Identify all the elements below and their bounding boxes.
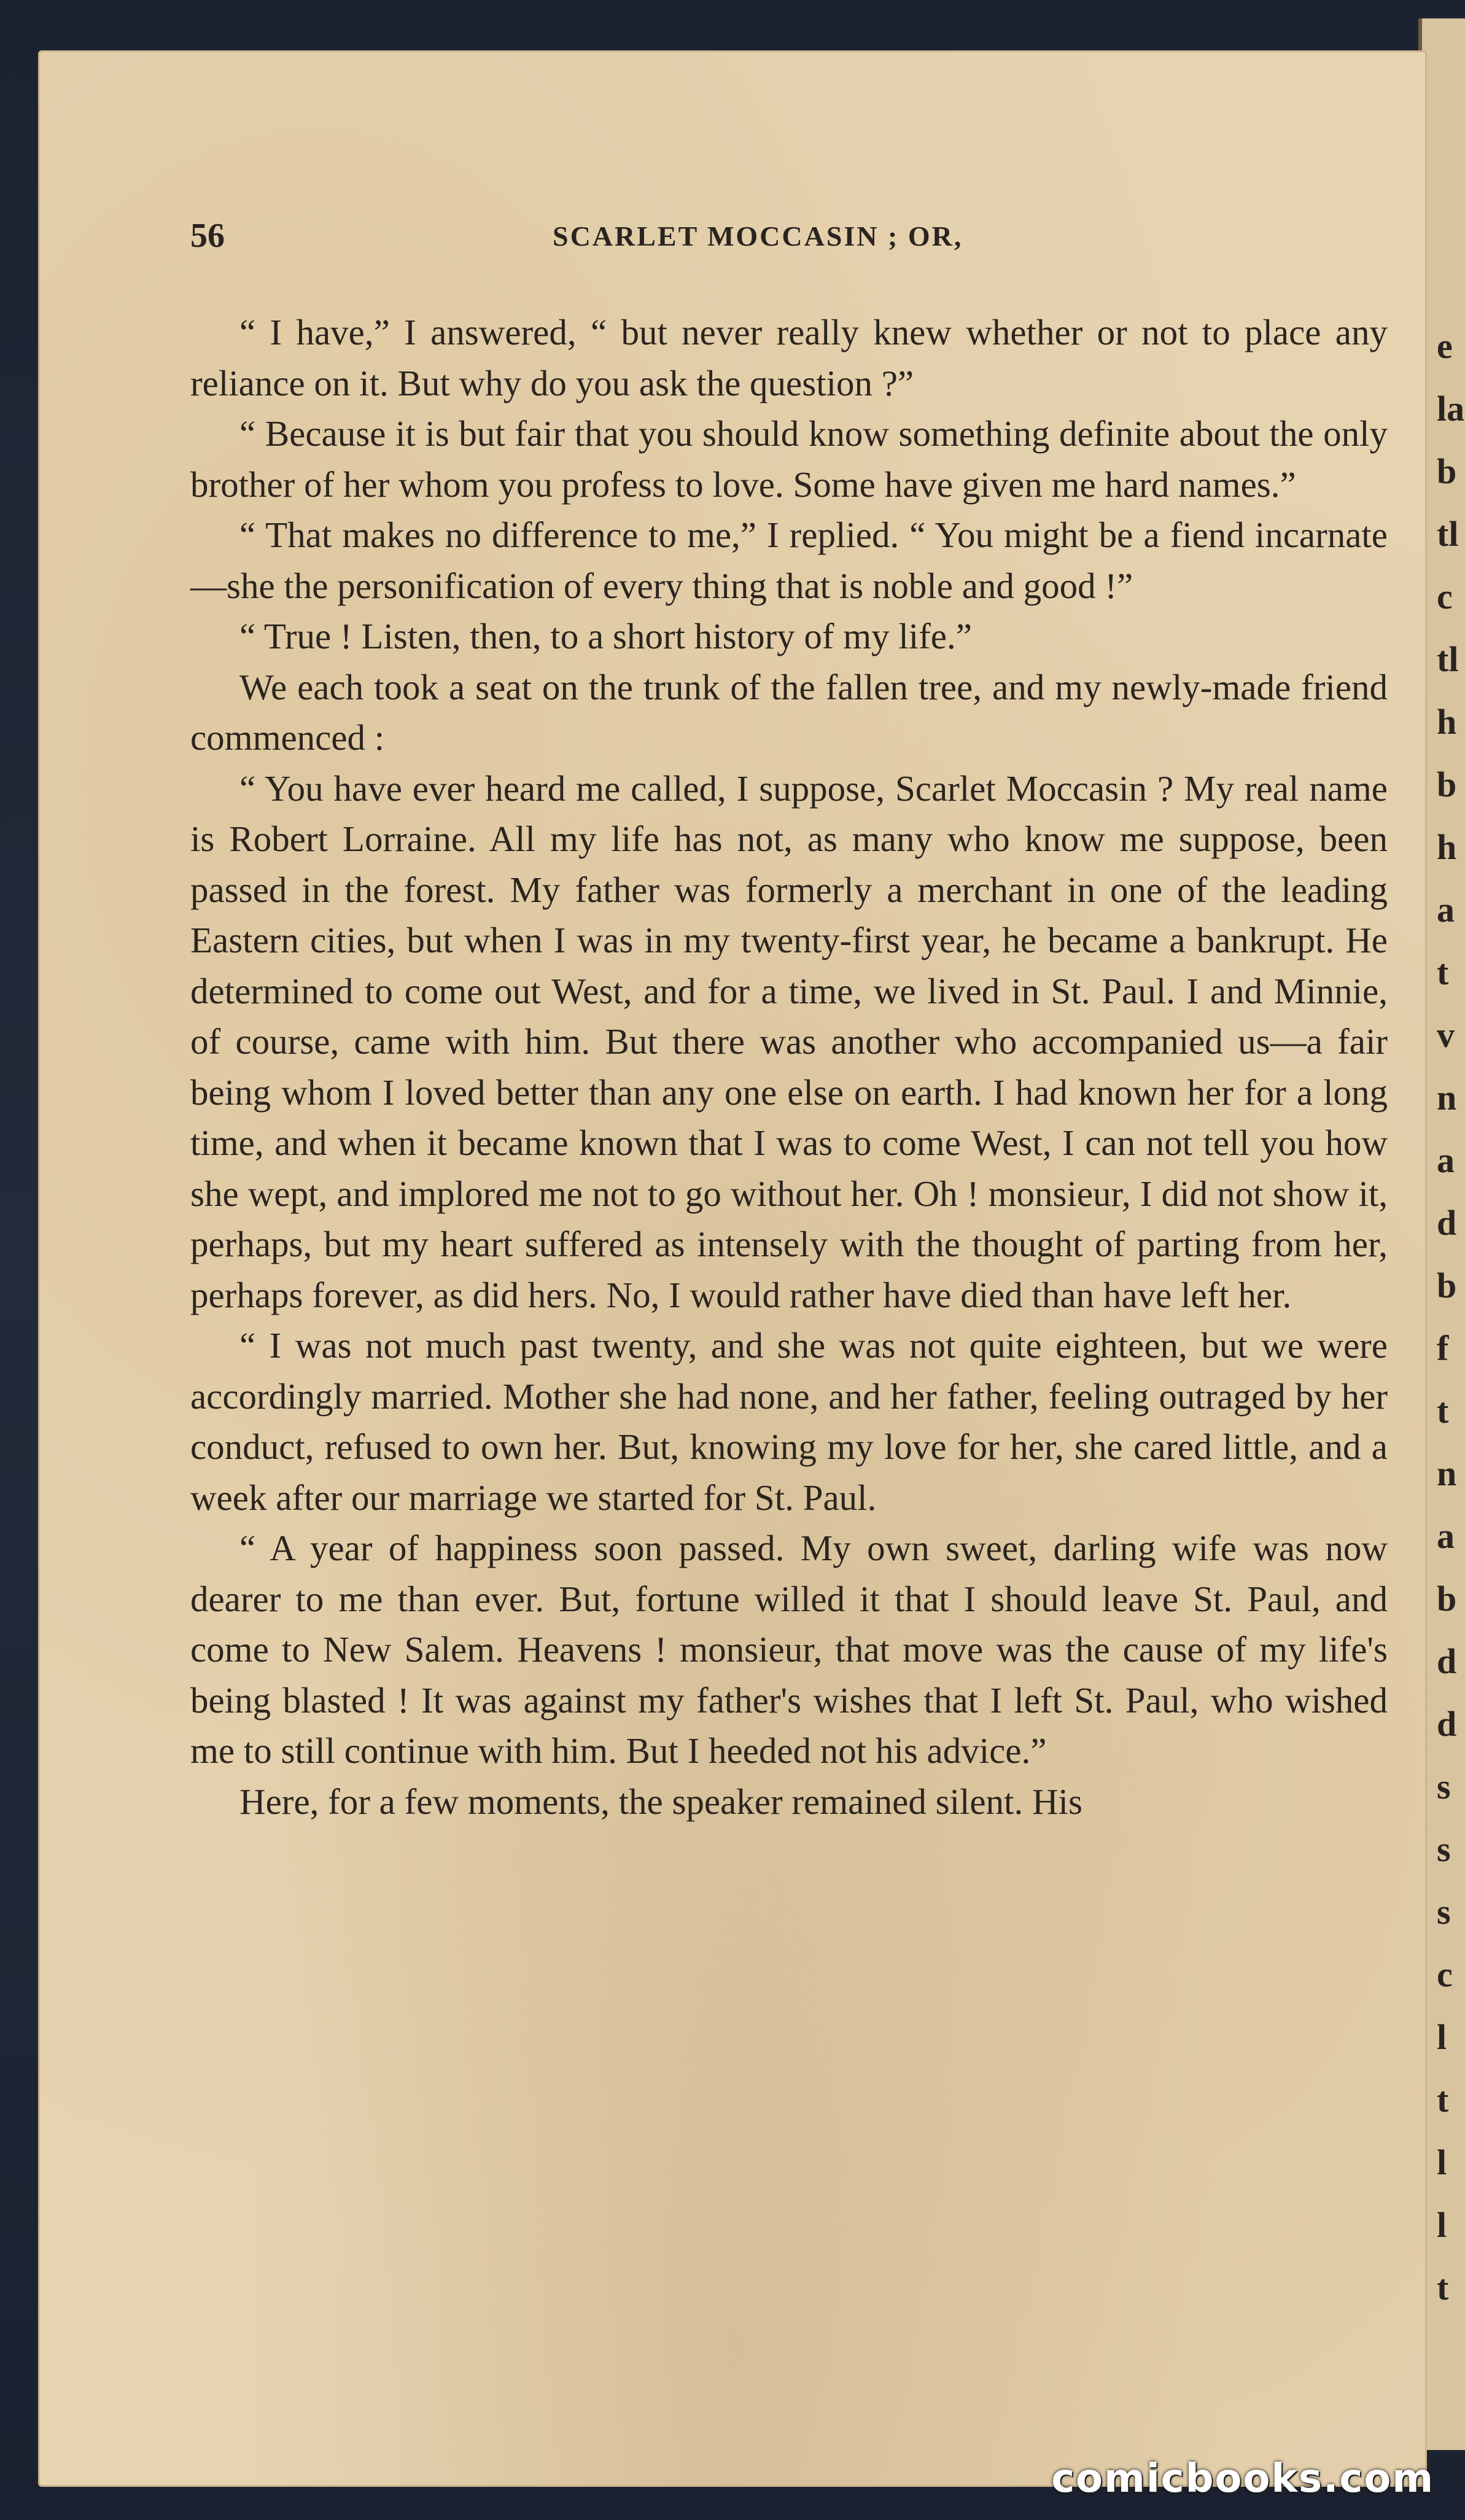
paragraph: We each took a seat on the trunk of the fallen tree, and my newly-made friend commenced : bbox=[190, 666, 1388, 758]
adjacent-page-fragment: t bbox=[1437, 2268, 1449, 2308]
paragraph: “ I was not much past twenty, and she was not quite eighteen, but we were accordingly married. Mother she had none, and her father, feeling outraged by her conduct, refused to own her. But, knowing my love for her, she cared little, and a week after our marriage we started for St. Paul. bbox=[190, 1325, 1388, 1518]
paragraph: “ A year of happiness soon passed. My own sweet, darling wife was now dearer to me than ever. But, fortune willed it that I should leave St. Paul, and come to New Salem. Heavens ! monsieur, that move was the cause of my life's being blasted ! It was against my father's wishes that I left St. Paul, who wished me to still continue with him. But I heeded not his advice.” bbox=[190, 1528, 1388, 1771]
paragraph: “ I have,” I answered, “ but never really knew whether or not to place any reliance on it. But why do you ask the question ?” bbox=[190, 312, 1388, 403]
adjacent-page-fragment: h bbox=[1437, 702, 1457, 742]
watermark: comicbooks.com bbox=[1051, 2456, 1434, 2502]
adjacent-page-fragment: la bbox=[1437, 389, 1465, 429]
adjacent-page-fragment: e bbox=[1437, 326, 1453, 366]
adjacent-page-fragment: h bbox=[1437, 827, 1457, 867]
adjacent-page-fragment: tl bbox=[1437, 639, 1459, 679]
running-head-title: SCARLET MOCCASIN ; OR, bbox=[553, 220, 963, 252]
adjacent-page-fragment: d bbox=[1437, 1704, 1457, 1744]
adjacent-page-fragment: l bbox=[1437, 2205, 1447, 2245]
adjacent-page-fragment: s bbox=[1437, 1892, 1451, 1932]
adjacent-page-fragment: b bbox=[1437, 1579, 1457, 1619]
paragraph: “ Because it is but fair that you should know something definite about the only brother of her whom you profess to love. Some have given me hard names.” bbox=[190, 413, 1388, 505]
adjacent-page-fragment: a bbox=[1437, 890, 1455, 930]
running-head bbox=[190, 216, 1381, 259]
adjacent-page-fragment: tl bbox=[1437, 514, 1459, 554]
paragraph: “ That makes no difference to me,” I replied. “ You might be a fiend incarnate—she the personification of every thing that is noble and good !” bbox=[190, 515, 1388, 606]
adjacent-page-fragment: b bbox=[1437, 1266, 1457, 1305]
paragraph: “ True ! Listen, then, to a short history of my life.” bbox=[239, 616, 972, 656]
adjacent-page-fragment: v bbox=[1437, 1015, 1455, 1055]
adjacent-page-fragment: s bbox=[1437, 1829, 1451, 1869]
paragraph: Here, for a few moments, the speaker remained silent. His bbox=[239, 1781, 1082, 1822]
adjacent-page-fragment: n bbox=[1437, 1078, 1457, 1118]
adjacent-page-fragment: l bbox=[1437, 2142, 1447, 2182]
adjacent-page-fragment: n bbox=[1437, 1453, 1457, 1493]
adjacent-page-fragment: t bbox=[1437, 1391, 1449, 1431]
adjacent-page-fragment: d bbox=[1437, 1641, 1457, 1681]
adjacent-page-fragment: b bbox=[1437, 764, 1457, 804]
adjacent-page-fragment: t bbox=[1437, 952, 1449, 992]
paragraph: “ You have ever heard me called, I suppose, Scarlet Moccasin ? My real name is Robert Lorraine. All my life has not, as many who know me suppose, been passed in the forest. My father was formerly a merchant in one of the leading Eastern cities, but when I was in my twenty-first year, he became a bankrupt. He determined to come out West, and for a time, we lived in St. Paul. I and Minnie, of course, came with him. But there was another who accompanied us—a fair being whom I loved better than any one else on earth. I had known her for a long time, and when it became known that I was to come West, I can not tell you how she wept, and implored me not to go without her. Oh ! monsieur, I did not show it, perhaps, but my heart suffered as intensely with the thought of parting from her, perhaps forever, as did hers. No, I would rather have died than have left her. bbox=[190, 768, 1388, 1315]
adjacent-page-fragment: s bbox=[1437, 1767, 1451, 1806]
page-number: 56 bbox=[190, 217, 225, 255]
adjacent-page-fragment: c bbox=[1437, 1954, 1453, 1994]
adjacent-page-fragment: d bbox=[1437, 1203, 1457, 1243]
adjacent-page-fragment: a bbox=[1437, 1140, 1455, 1180]
adjacent-page-fragment: l bbox=[1437, 2017, 1447, 2057]
adjacent-page-fragment: f bbox=[1437, 1328, 1449, 1368]
adjacent-page-fragment: b bbox=[1437, 451, 1457, 491]
adjacent-page-fragment: t bbox=[1437, 2080, 1449, 2120]
body-text bbox=[190, 307, 1388, 1827]
adjacent-page-fragment: a bbox=[1437, 1516, 1455, 1556]
adjacent-page-fragment: c bbox=[1437, 577, 1453, 616]
